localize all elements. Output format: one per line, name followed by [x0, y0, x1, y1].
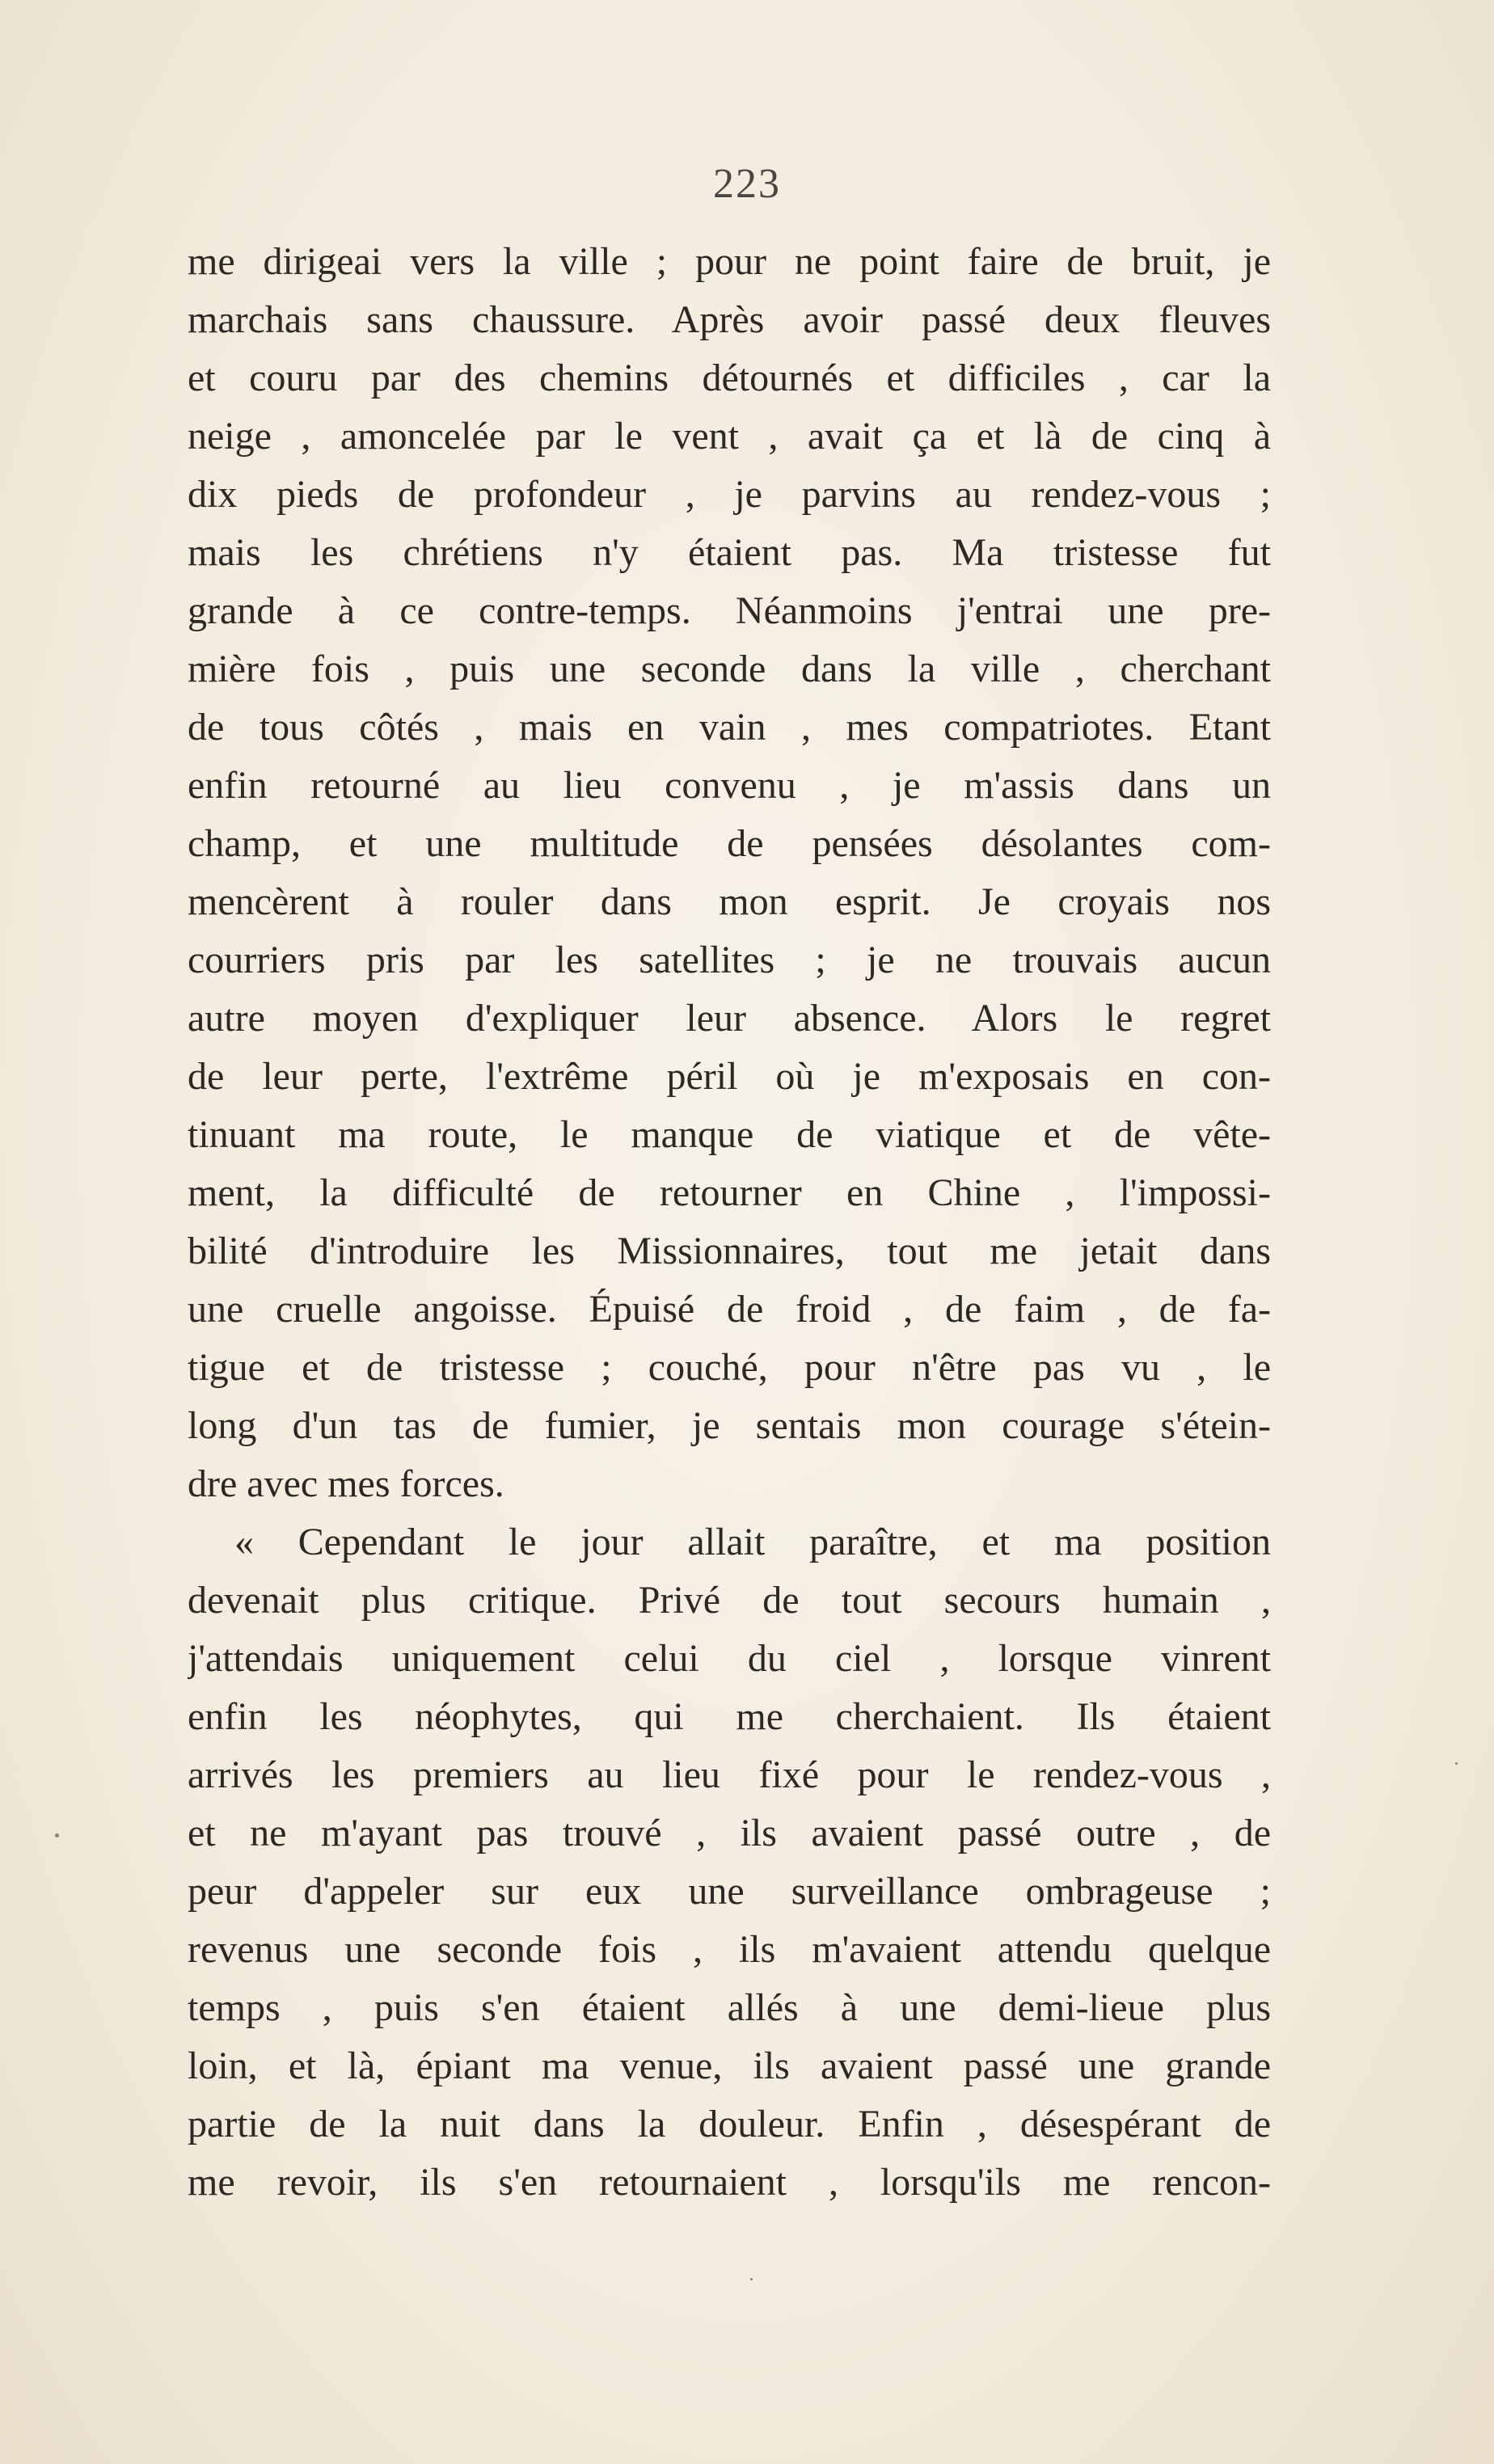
- body-text: [188, 233, 1271, 2212]
- text-line: peur d'appeler sur eux une surveillance ombrageuse ;: [188, 1870, 1271, 1913]
- text-line: partie de la nuit dans la douleur. Enfin , désespérant de: [188, 2103, 1271, 2145]
- text-line: revenus une seconde fois , ils m'avaient attendu quelque: [188, 1928, 1271, 1971]
- text-line: et couru par des chemins détournés et difficiles , car la: [188, 357, 1271, 399]
- text-line: mais les chrétiens n'y étaient pas. Ma tristesse fut: [188, 531, 1271, 574]
- text-line: courriers pris par les satellites ; je ne trouvais aucun: [188, 939, 1271, 981]
- text-line: autre moyen d'expliquer leur absence. Alors le regret: [188, 997, 1271, 1040]
- text-line: long d'un tas de fumier, je sentais mon courage s'étein-: [188, 1404, 1271, 1447]
- text-line: dix pieds de profondeur , je parvins au rendez-vous ;: [188, 473, 1271, 516]
- text-line: dre avec mes forces.: [188, 1462, 504, 1505]
- text-line: me revoir, ils s'en retournaient , lorsqu'ils me rencon-: [188, 2161, 1271, 2204]
- text-line: champ, et une multitude de pensées désolantes com-: [188, 822, 1271, 865]
- text-line: ment, la difficulté de retourner en Chine , l'impossi-: [188, 1171, 1271, 1214]
- text-line: neige , amoncelée par le vent , avait ça et là de cinq à: [188, 415, 1271, 458]
- text-line: de tous côtés , mais en vain , mes compatriotes. Etant: [188, 706, 1271, 749]
- text-line: j'attendais uniquement celui du ciel , lorsque vinrent: [188, 1637, 1271, 1680]
- text-line: de leur perte, l'extrême péril où je m'exposais en con-: [188, 1055, 1271, 1098]
- text-line: et ne m'ayant pas trouvé , ils avaient passé outre , de: [188, 1812, 1271, 1854]
- text-line: temps , puis s'en étaient allés à une demi-lieue plus: [188, 1986, 1271, 2029]
- text-line: arrivés les premiers au lieu fixé pour le rendez-vous ,: [188, 1753, 1271, 1796]
- text-line: tinuant ma route, le manque de viatique et de vête-: [188, 1113, 1271, 1156]
- page-number: 223: [713, 161, 781, 207]
- text-line: tigue et de tristesse ; couché, pour n'être pas vu , le: [188, 1346, 1271, 1389]
- text-line: enfin retourné au lieu convenu , je m'assis dans un: [188, 764, 1271, 807]
- paper-speck: [750, 2278, 753, 2280]
- text-line: me dirigeai vers la ville ; pour ne point faire de bruit, je: [188, 240, 1271, 283]
- paper-speck: [1455, 1762, 1458, 1765]
- text-line: mencèrent à rouler dans mon esprit. Je croyais nos: [188, 880, 1271, 923]
- text-line: enfin les néophytes, qui me cherchaient. Ils étaient: [188, 1695, 1271, 1738]
- text-line: grande à ce contre-temps. Néanmoins j'entrai une pre-: [188, 589, 1271, 632]
- text-line: devenait plus critique. Privé de tout secours humain ,: [188, 1579, 1271, 1622]
- text-line: bilité d'introduire les Missionnaires, tout me jetait dans: [188, 1230, 1271, 1272]
- text-line: marchais sans chaussure. Après avoir passé deux fleuves: [188, 298, 1271, 341]
- text-line: mière fois , puis une seconde dans la ville , cherchant: [188, 648, 1271, 690]
- text-line: loin, et là, épiant ma venue, ils avaient passé une grande: [188, 2044, 1271, 2087]
- paper-speck: [55, 1833, 59, 1837]
- text-line: « Cependant le jour allait paraître, et ma position: [234, 1521, 1271, 1563]
- text-line: une cruelle angoisse. Épuisé de froid , de faim , de fa-: [188, 1288, 1271, 1331]
